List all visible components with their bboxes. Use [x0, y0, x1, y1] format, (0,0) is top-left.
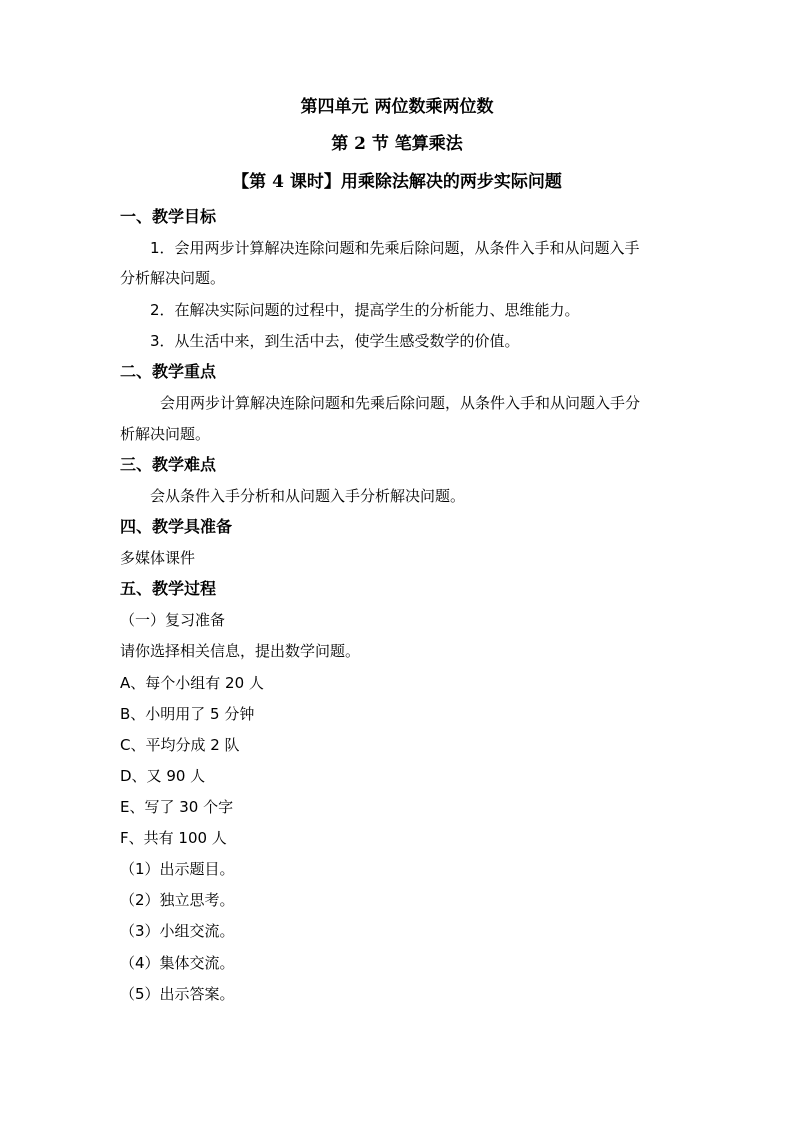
step-5: （5）出示答案。	[120, 985, 235, 1003]
goal-2: 2．在解决实际问题的过程中，提高学生的分析能力、思维能力。	[150, 301, 580, 319]
section-title: 第 2 节 笔算乘法	[331, 134, 463, 154]
step-1: （1）出示题目。	[120, 860, 235, 878]
process-heading: 五、教学过程	[120, 579, 217, 598]
key-points-heading: 二、教学重点	[120, 362, 217, 381]
option-f: F、共有 100 人	[120, 829, 227, 847]
lesson-title: 【第 4 课时】用乘除法解决的两步实际问题	[232, 172, 562, 192]
option-b: B、小明用了 5 分钟	[120, 705, 255, 723]
goal-1-line-1: 1．会用两步计算解决连除问题和先乘后除问题，从条件入手和从问题入手	[150, 239, 640, 257]
unit-title: 第四单元 两位数乘两位数	[300, 97, 494, 117]
goal-3: 3．从生活中来，到生活中去，使学生感受数学的价值。	[150, 332, 520, 350]
materials-line-1: 多媒体课件	[120, 549, 196, 567]
option-e: E、写了 30 个字	[120, 798, 234, 816]
process-subheading: （一）复习准备	[120, 611, 226, 629]
goals-heading: 一、教学目标	[120, 207, 217, 226]
process-prompt: 请你选择相关信息，提出数学问题。	[120, 642, 361, 660]
step-4: （4）集体交流。	[120, 954, 235, 972]
step-2: （2）独立思考。	[120, 891, 235, 909]
option-c: C、平均分成 2 队	[120, 736, 240, 754]
key-points-line-1: 会用两步计算解决连除问题和先乘后除问题，从条件入手和从问题入手分	[160, 394, 641, 412]
materials-heading: 四、教学具准备	[120, 517, 233, 536]
key-points-line-2: 析解决问题。	[120, 425, 211, 443]
step-3: （3）小组交流。	[120, 922, 235, 940]
difficulties-line-1: 会从条件入手分析和从问题入手分析解决问题。	[150, 487, 466, 505]
option-a: A、每个小组有 20 人	[120, 674, 264, 692]
goal-1-line-2: 分析解决问题。	[120, 269, 226, 287]
difficulties-heading: 三、教学难点	[120, 455, 217, 474]
option-d: D、又 90 人	[120, 767, 206, 785]
